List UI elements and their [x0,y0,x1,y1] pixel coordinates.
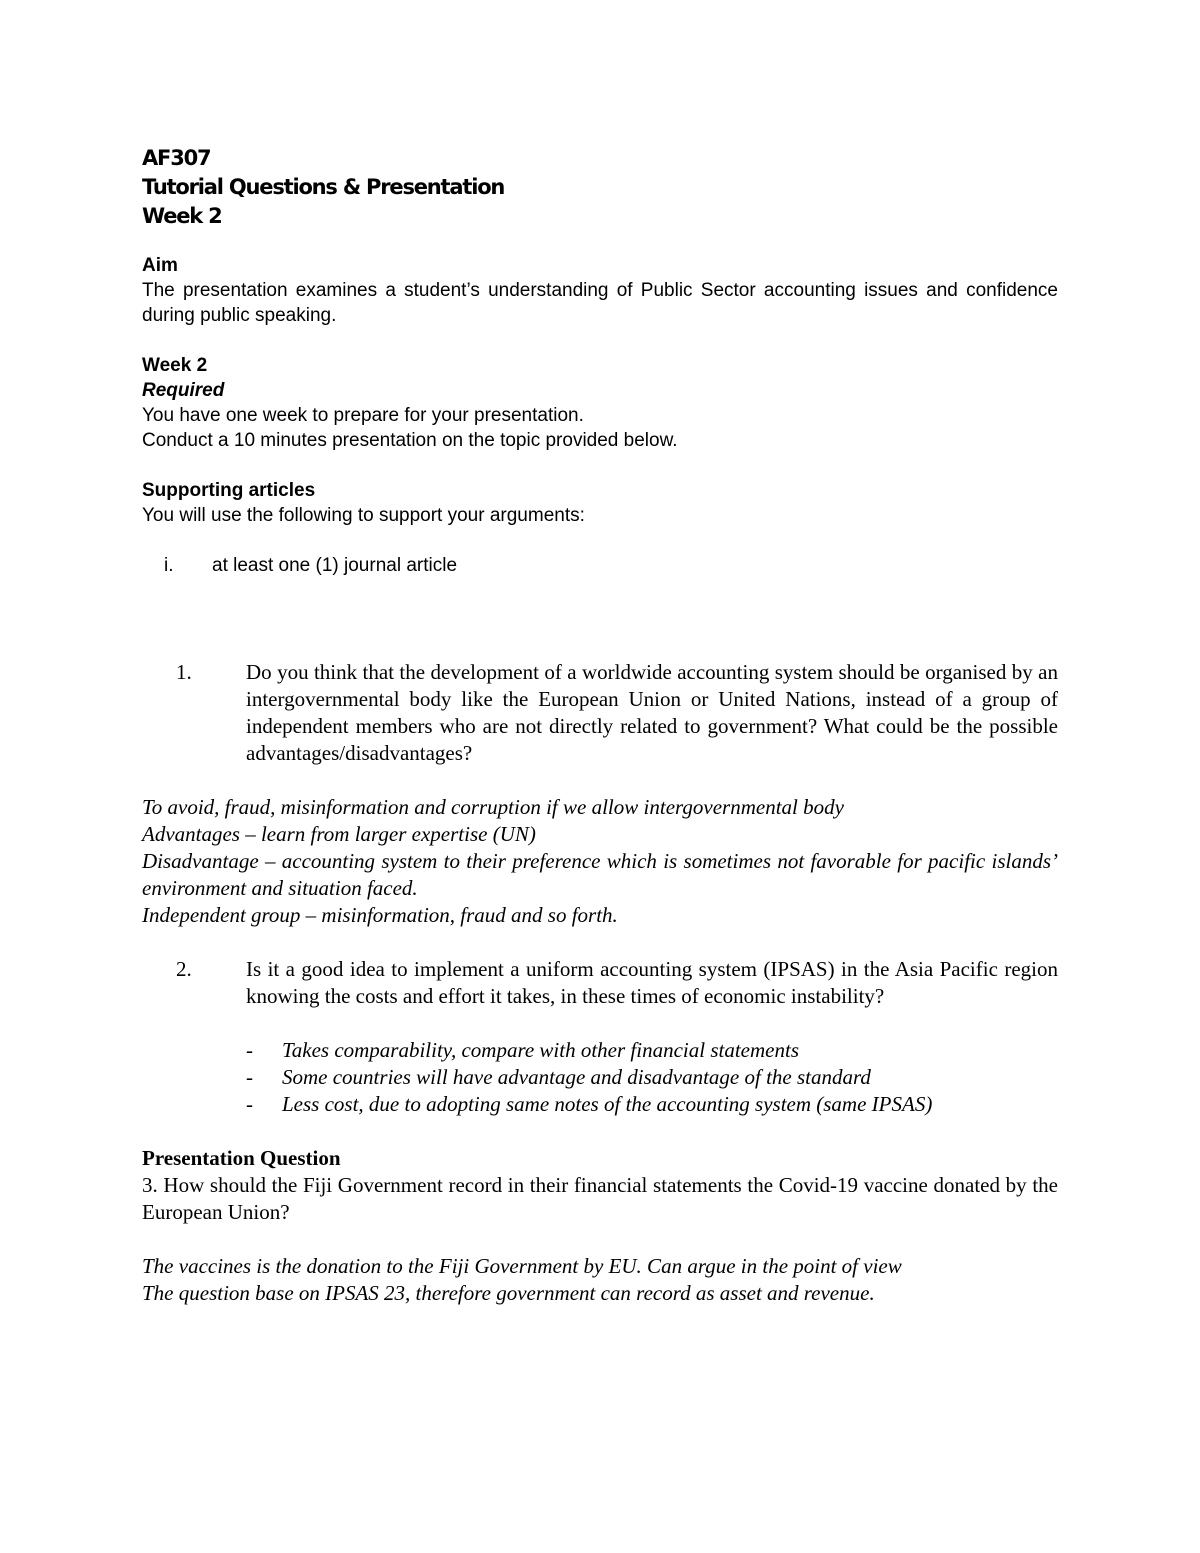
list-item-text: Less cost, due to adopting same notes of the accounting system (same IPSAS) [282,1092,933,1116]
supporting-intro: You will use the following to support your arguments: [142,505,585,526]
list-item [142,553,1058,578]
supporting-heading: Supporting articles [142,480,316,501]
question-text: Is it a good idea to implement a uniform accounting system (IPSAS) in the Asia Pacific region knowing the costs and effort it takes, in these times of economic instability? [246,957,1058,1008]
list-item-text: Takes comparability, compare with other financial statements [282,1038,799,1062]
presentation-answer-line: The question base on IPSAS 23, therefore government can record as asset and revenue. [142,1281,875,1305]
list-item [142,1091,1058,1118]
course-code: AF307 [142,146,211,170]
week-line-2: Conduct a 10 minutes presentation on the topic provided below. [142,430,678,451]
week-heading: Week 2 [142,355,208,376]
list-marker: - [246,1065,253,1089]
document-title-block [142,144,1058,231]
list-item [142,1037,1058,1064]
list-item-text: Some countries will have advantage and disadvantage of the standard [282,1065,871,1089]
week-label: Week 2 [142,204,222,228]
answer-1-line: Advantages – learn from larger expertise (UN) [142,822,536,846]
list-marker: i. [164,555,174,576]
question-text: Do you think that the development of a worldwide accounting system should be organised by an intergovernmental body like the European Union or United Nations, instead of a group of independent members who are not directly related to government? What could be the possible advantages/disadvantages? [246,660,1058,765]
question-marker: 1. [176,660,192,684]
week-line-1: You have one week to prepare for your presentation. [142,405,584,426]
question-1 [142,659,1058,767]
presentation-question: 3. How should the Fiji Government record in their financial statements the Covid-19 vaccine donated by the European Union? [142,1173,1058,1224]
required-subheading: Required [142,380,225,401]
question-marker: 2. [176,957,192,981]
list-item [142,1064,1058,1091]
aim-heading: Aim [142,255,178,276]
aim-text: The presentation examines a student’s understanding of Public Sector accounting issues and confidence during public speaking. [142,280,1058,326]
list-marker: - [246,1092,253,1116]
answer-1-line: To avoid, fraud, misinformation and corruption if we allow intergovernmental body [142,795,844,819]
presentation-answer-line: The vaccines is the donation to the Fiji Government by EU. Can argue in the point of view [142,1254,902,1278]
list-item-text: at least one (1) journal article [212,555,458,576]
presentation-answer [142,1253,1058,1307]
question-2 [142,956,1058,1010]
answer-1-block [142,794,1058,929]
answer-1-line: Disadvantage – accounting system to their preference which is sometimes not favorable for pacific islands’ environment and situation faced. [142,849,1058,900]
presentation-heading: Presentation Question [142,1146,341,1170]
document-title: Tutorial Questions & Presentation [142,175,505,199]
document-page [142,140,1058,1307]
list-marker: - [246,1038,253,1062]
answer-1-line: Independent group – misinformation, fraud and so forth. [142,903,618,927]
